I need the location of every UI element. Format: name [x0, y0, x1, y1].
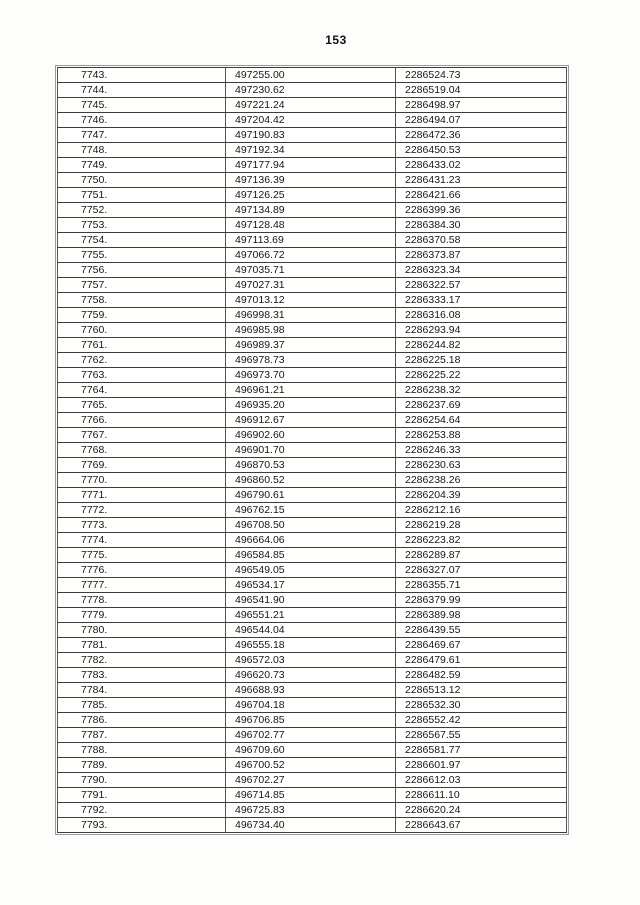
point-index-cell: 7792. — [58, 803, 226, 818]
easting-cell: 497035.71 — [226, 263, 396, 278]
table-row — [58, 548, 567, 563]
northing-cell: 2286238.26 — [396, 473, 567, 488]
northing-cell: 2286581.77 — [396, 743, 567, 758]
easting-cell: 496620.73 — [226, 668, 396, 683]
northing-cell: 2286601.97 — [396, 758, 567, 773]
table-row — [58, 488, 567, 503]
point-index-cell: 7758. — [58, 293, 226, 308]
point-index-cell: 7752. — [58, 203, 226, 218]
point-index-cell: 7777. — [58, 578, 226, 593]
easting-cell: 497027.31 — [226, 278, 396, 293]
point-index-cell: 7784. — [58, 683, 226, 698]
table-row — [58, 68, 567, 83]
point-index-cell: 7757. — [58, 278, 226, 293]
easting-cell: 496935.20 — [226, 398, 396, 413]
northing-cell: 2286225.18 — [396, 353, 567, 368]
point-index-cell: 7759. — [58, 308, 226, 323]
northing-cell: 2286355.71 — [396, 578, 567, 593]
northing-cell: 2286225.22 — [396, 368, 567, 383]
easting-cell: 497255.00 — [226, 68, 396, 83]
point-index-cell: 7772. — [58, 503, 226, 518]
table-row — [58, 593, 567, 608]
easting-cell: 496725.83 — [226, 803, 396, 818]
table-row — [58, 218, 567, 233]
table-row — [58, 143, 567, 158]
easting-cell: 497134.89 — [226, 203, 396, 218]
table-row — [58, 278, 567, 293]
easting-cell: 496998.31 — [226, 308, 396, 323]
northing-cell: 2286620.24 — [396, 803, 567, 818]
table-row — [58, 353, 567, 368]
table-row — [58, 158, 567, 173]
table-row — [58, 743, 567, 758]
easting-cell: 496714.85 — [226, 788, 396, 803]
point-index-cell: 7746. — [58, 113, 226, 128]
point-index-cell: 7785. — [58, 698, 226, 713]
northing-cell: 2286431.23 — [396, 173, 567, 188]
northing-cell: 2286212.16 — [396, 503, 567, 518]
table-row — [58, 473, 567, 488]
table-row — [58, 338, 567, 353]
coordinate-table — [57, 67, 567, 833]
point-index-cell: 7764. — [58, 383, 226, 398]
northing-cell: 2286323.34 — [396, 263, 567, 278]
northing-cell: 2286439.55 — [396, 623, 567, 638]
table-row — [58, 758, 567, 773]
table-row — [58, 293, 567, 308]
northing-cell: 2286384.30 — [396, 218, 567, 233]
table-row — [58, 503, 567, 518]
northing-cell: 2286519.04 — [396, 83, 567, 98]
northing-cell: 2286237.69 — [396, 398, 567, 413]
table-row — [58, 563, 567, 578]
easting-cell: 496688.93 — [226, 683, 396, 698]
table-row — [58, 458, 567, 473]
easting-cell: 497230.62 — [226, 83, 396, 98]
easting-cell: 496541.90 — [226, 593, 396, 608]
easting-cell: 497190.83 — [226, 128, 396, 143]
point-index-cell: 7761. — [58, 338, 226, 353]
northing-cell: 2286472.36 — [396, 128, 567, 143]
easting-cell: 496664.06 — [226, 533, 396, 548]
northing-cell: 2286389.98 — [396, 608, 567, 623]
easting-cell: 496708.50 — [226, 518, 396, 533]
table-row — [58, 128, 567, 143]
point-index-cell: 7755. — [58, 248, 226, 263]
point-index-cell: 7779. — [58, 608, 226, 623]
northing-cell: 2286450.53 — [396, 143, 567, 158]
table-row — [58, 818, 567, 833]
easting-cell: 497221.24 — [226, 98, 396, 113]
table-row — [58, 113, 567, 128]
easting-cell: 496790.61 — [226, 488, 396, 503]
northing-cell: 2286469.67 — [396, 638, 567, 653]
table-row — [58, 173, 567, 188]
northing-cell: 2286370.58 — [396, 233, 567, 248]
easting-cell: 497066.72 — [226, 248, 396, 263]
point-index-cell: 7747. — [58, 128, 226, 143]
table-row — [58, 533, 567, 548]
northing-cell: 2286399.36 — [396, 203, 567, 218]
point-index-cell: 7790. — [58, 773, 226, 788]
northing-cell: 2286532.30 — [396, 698, 567, 713]
point-index-cell: 7787. — [58, 728, 226, 743]
easting-cell: 496961.21 — [226, 383, 396, 398]
easting-cell: 496702.77 — [226, 728, 396, 743]
point-index-cell: 7782. — [58, 653, 226, 668]
point-index-cell: 7745. — [58, 98, 226, 113]
point-index-cell: 7766. — [58, 413, 226, 428]
easting-cell: 497128.48 — [226, 218, 396, 233]
table-row — [58, 248, 567, 263]
easting-cell: 496706.85 — [226, 713, 396, 728]
easting-cell: 497192.34 — [226, 143, 396, 158]
point-index-cell: 7765. — [58, 398, 226, 413]
northing-cell: 2286246.33 — [396, 443, 567, 458]
table-row — [58, 728, 567, 743]
northing-cell: 2286482.59 — [396, 668, 567, 683]
northing-cell: 2286513.12 — [396, 683, 567, 698]
easting-cell: 496709.60 — [226, 743, 396, 758]
easting-cell: 496555.18 — [226, 638, 396, 653]
point-index-cell: 7789. — [58, 758, 226, 773]
northing-cell: 2286643.67 — [396, 818, 567, 833]
easting-cell: 496912.67 — [226, 413, 396, 428]
easting-cell: 497136.39 — [226, 173, 396, 188]
point-index-cell: 7776. — [58, 563, 226, 578]
table-row — [58, 443, 567, 458]
table-row — [58, 383, 567, 398]
northing-cell: 2286254.64 — [396, 413, 567, 428]
easting-cell: 497113.69 — [226, 233, 396, 248]
point-index-cell: 7754. — [58, 233, 226, 248]
point-index-cell: 7744. — [58, 83, 226, 98]
northing-cell: 2286230.63 — [396, 458, 567, 473]
easting-cell: 496551.21 — [226, 608, 396, 623]
northing-cell: 2286524.73 — [396, 68, 567, 83]
northing-cell: 2286333.17 — [396, 293, 567, 308]
easting-cell: 496985.98 — [226, 323, 396, 338]
northing-cell: 2286219.28 — [396, 518, 567, 533]
table-row — [58, 233, 567, 248]
northing-cell: 2286289.87 — [396, 548, 567, 563]
northing-cell: 2286316.08 — [396, 308, 567, 323]
point-index-cell: 7743. — [58, 68, 226, 83]
table-row — [58, 668, 567, 683]
northing-cell: 2286421.66 — [396, 188, 567, 203]
point-index-cell: 7749. — [58, 158, 226, 173]
point-index-cell: 7781. — [58, 638, 226, 653]
point-index-cell: 7763. — [58, 368, 226, 383]
table-row — [58, 188, 567, 203]
easting-cell: 496901.70 — [226, 443, 396, 458]
table-row — [58, 308, 567, 323]
easting-cell: 496860.52 — [226, 473, 396, 488]
table-row — [58, 803, 567, 818]
easting-cell: 496902.60 — [226, 428, 396, 443]
table-row — [58, 263, 567, 278]
point-index-cell: 7750. — [58, 173, 226, 188]
table-row — [58, 368, 567, 383]
table-row — [58, 713, 567, 728]
point-index-cell: 7767. — [58, 428, 226, 443]
point-index-cell: 7771. — [58, 488, 226, 503]
page-number: 153 — [325, 33, 347, 47]
point-index-cell: 7774. — [58, 533, 226, 548]
table-row — [58, 428, 567, 443]
table-row — [58, 788, 567, 803]
northing-cell: 2286223.82 — [396, 533, 567, 548]
point-index-cell: 7788. — [58, 743, 226, 758]
northing-cell: 2286494.07 — [396, 113, 567, 128]
northing-cell: 2286244.82 — [396, 338, 567, 353]
northing-cell: 2286322.57 — [396, 278, 567, 293]
point-index-cell: 7773. — [58, 518, 226, 533]
easting-cell: 496572.03 — [226, 653, 396, 668]
easting-cell: 496989.37 — [226, 338, 396, 353]
table-row — [58, 698, 567, 713]
point-index-cell: 7770. — [58, 473, 226, 488]
northing-cell: 2286479.61 — [396, 653, 567, 668]
easting-cell: 496870.53 — [226, 458, 396, 473]
point-index-cell: 7769. — [58, 458, 226, 473]
easting-cell: 496973.70 — [226, 368, 396, 383]
northing-cell: 2286612.03 — [396, 773, 567, 788]
point-index-cell: 7760. — [58, 323, 226, 338]
easting-cell: 496762.15 — [226, 503, 396, 518]
table-row — [58, 323, 567, 338]
point-index-cell: 7775. — [58, 548, 226, 563]
point-index-cell: 7783. — [58, 668, 226, 683]
northing-cell: 2286238.32 — [396, 383, 567, 398]
easting-cell: 496584.85 — [226, 548, 396, 563]
northing-cell: 2286611.10 — [396, 788, 567, 803]
point-index-cell: 7786. — [58, 713, 226, 728]
northing-cell: 2286293.94 — [396, 323, 567, 338]
easting-cell: 497177.94 — [226, 158, 396, 173]
point-index-cell: 7778. — [58, 593, 226, 608]
northing-cell: 2286327.07 — [396, 563, 567, 578]
table-row — [58, 413, 567, 428]
table-row — [58, 203, 567, 218]
table-row — [58, 83, 567, 98]
northing-cell: 2286552.42 — [396, 713, 567, 728]
table-row — [58, 398, 567, 413]
easting-cell: 496704.18 — [226, 698, 396, 713]
easting-cell: 496700.52 — [226, 758, 396, 773]
easting-cell: 497126.25 — [226, 188, 396, 203]
table-row — [58, 653, 567, 668]
table-row — [58, 608, 567, 623]
easting-cell: 497013.12 — [226, 293, 396, 308]
easting-cell: 496549.05 — [226, 563, 396, 578]
point-index-cell: 7791. — [58, 788, 226, 803]
coordinate-table-body — [58, 68, 567, 833]
easting-cell: 496734.40 — [226, 818, 396, 833]
table-row — [58, 578, 567, 593]
table-row — [58, 773, 567, 788]
table-row — [58, 623, 567, 638]
point-index-cell: 7753. — [58, 218, 226, 233]
table-row — [58, 98, 567, 113]
table-row — [58, 638, 567, 653]
point-index-cell: 7762. — [58, 353, 226, 368]
northing-cell: 2286567.55 — [396, 728, 567, 743]
northing-cell: 2286373.87 — [396, 248, 567, 263]
northing-cell: 2286379.99 — [396, 593, 567, 608]
northing-cell: 2286498.97 — [396, 98, 567, 113]
easting-cell: 496702.27 — [226, 773, 396, 788]
table-row — [58, 683, 567, 698]
point-index-cell: 7780. — [58, 623, 226, 638]
table-row — [58, 518, 567, 533]
northing-cell: 2286253.88 — [396, 428, 567, 443]
point-index-cell: 7756. — [58, 263, 226, 278]
easting-cell: 496544.04 — [226, 623, 396, 638]
easting-cell: 496534.17 — [226, 578, 396, 593]
point-index-cell: 7751. — [58, 188, 226, 203]
northing-cell: 2286204.39 — [396, 488, 567, 503]
point-index-cell: 7748. — [58, 143, 226, 158]
easting-cell: 496978.73 — [226, 353, 396, 368]
easting-cell: 497204.42 — [226, 113, 396, 128]
northing-cell: 2286433.02 — [396, 158, 567, 173]
point-index-cell: 7793. — [58, 818, 226, 833]
point-index-cell: 7768. — [58, 443, 226, 458]
